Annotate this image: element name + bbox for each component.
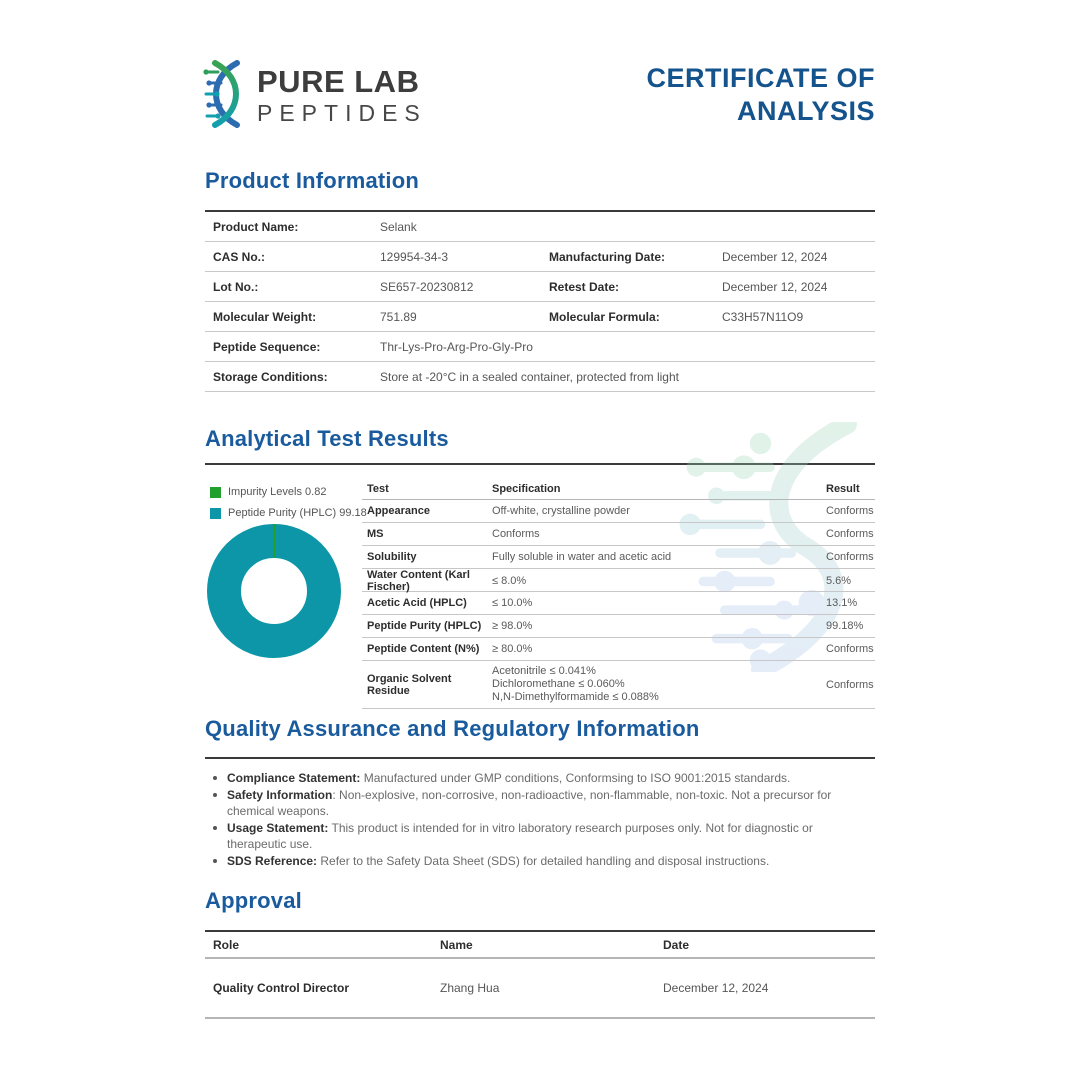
- section-divider: [205, 757, 875, 759]
- legend-swatch-impurity: [210, 487, 221, 498]
- field-label: Manufacturing Date:: [549, 249, 666, 264]
- brand-name: [257, 58, 427, 128]
- field-label: Peptide Sequence:: [213, 339, 321, 354]
- section-analytical-results: [205, 426, 875, 711]
- legend-swatch-purity: [210, 508, 221, 519]
- table-row: [205, 302, 875, 332]
- table-row: [205, 362, 875, 392]
- approval-heading: Approval: [205, 888, 302, 913]
- field-label: Lot No.:: [213, 279, 259, 294]
- field-label: Molecular Weight:: [213, 309, 317, 324]
- approver-role: Quality Control Director: [213, 981, 350, 995]
- product-information-heading: Product Information: [205, 168, 420, 193]
- section-approval: [205, 888, 875, 1068]
- multiline-spec: Acetonitrile ≤ 0.041% Dichloromethane ≤ 0.060% N,N-Dimethylformamide ≤ 0.088%: [492, 665, 659, 703]
- table-row: [205, 332, 875, 362]
- table-row: [205, 212, 875, 242]
- brand-logo: [203, 58, 427, 128]
- field-label: Storage Conditions:: [213, 369, 328, 384]
- list-item: Compliance Statement: Manufactured under GMP conditions, Conformsing to ISO 9001:2015 standards.: [211, 770, 873, 787]
- column-header-role: Role: [213, 937, 240, 952]
- field-label: Molecular Formula:: [549, 309, 660, 324]
- column-header-specification: Specification: [492, 482, 561, 495]
- column-header-date: Date: [663, 937, 690, 952]
- table-row: Peptide Content (N%) ≥ 80.0% Conforms: [362, 638, 875, 661]
- field-value: December 12, 2024: [722, 279, 828, 294]
- table-row: [205, 959, 875, 1019]
- field-value: SE657-20230812: [380, 279, 474, 294]
- product-information-table: [205, 210, 875, 392]
- field-label: Retest Date:: [549, 279, 620, 294]
- table-row: MS Conforms Conforms: [362, 523, 875, 546]
- field-value: Selank: [380, 219, 417, 234]
- section-product-information: [205, 168, 875, 408]
- field-value: December 12, 2024: [722, 249, 828, 264]
- purity-donut-chart: [205, 522, 343, 660]
- table-row: Solubility Fully soluble in water and acetic acid Conforms: [362, 546, 875, 569]
- brand-name-line2: PEPTIDES: [257, 100, 427, 126]
- column-header-test: Test: [367, 482, 389, 495]
- table-row: Water Content (Karl Fischer) ≤ 8.0% 5.6%: [362, 569, 875, 592]
- table-row: Acetic Acid (HPLC) ≤ 10.0% 13.1%: [362, 592, 875, 615]
- table-header-row: [362, 478, 875, 500]
- table-row: Organic Solvent Residue Acetonitrile ≤ 0.041% Dichloromethane ≤ 0.060% N,N-Dimethylformamide ≤ 0.088% Conforms: [362, 661, 875, 709]
- list-item: SDS Reference: Refer to the Safety Data Sheet (SDS) for detailed handling and disposal instructions.: [211, 853, 873, 870]
- legend-label: Impurity Levels 0.82: [228, 486, 327, 498]
- legend-item: [210, 486, 367, 498]
- legend-item: [210, 507, 367, 519]
- analytical-results-heading: Analytical Test Results: [205, 426, 449, 451]
- brand-name-line1: PURE LAB: [257, 64, 420, 99]
- field-value: 751.89: [380, 309, 417, 324]
- analytical-results-table: [362, 478, 875, 709]
- qa-bullet-list: [211, 770, 873, 869]
- document-title-line1: CERTIFICATE OF: [646, 63, 875, 93]
- approval-date: December 12, 2024: [663, 981, 769, 995]
- table-row: [205, 242, 875, 272]
- field-value: C33H57N11O9: [722, 309, 804, 324]
- field-value: Thr-Lys-Pro-Arg-Pro-Gly-Pro: [380, 339, 533, 354]
- document-title: [647, 62, 875, 128]
- dna-helix-icon: [203, 60, 249, 128]
- column-header-result: Result: [826, 482, 860, 495]
- field-label: Product Name:: [213, 219, 299, 234]
- approval-table: [205, 930, 875, 1019]
- document-title-line2: ANALYSIS: [736, 96, 875, 126]
- table-row: Appearance Off-white, crystalline powder Conforms: [362, 500, 875, 523]
- table-row: Peptide Purity (HPLC) ≥ 98.0% 99.18%: [362, 615, 875, 638]
- column-header-name: Name: [440, 937, 473, 952]
- approver-name: Zhang Hua: [440, 981, 500, 995]
- table-row: [205, 272, 875, 302]
- field-label: CAS No.:: [213, 249, 265, 264]
- list-item: Safety Information: Non-explosive, non-corrosive, non-radioactive, non-flammable, non-toxic. Not a precursor for chemical weapons.: [211, 787, 873, 820]
- header: [203, 58, 875, 138]
- table-header-row: [205, 932, 875, 959]
- section-quality-assurance: [205, 716, 875, 876]
- field-value: Store at -20°C in a sealed container, protected from light: [380, 369, 679, 384]
- field-value: 129954-34-3: [380, 249, 449, 264]
- quality-assurance-heading: Quality Assurance and Regulatory Information: [205, 716, 700, 741]
- legend-label: Peptide Purity (HPLC) 99.18: [228, 507, 367, 519]
- list-item: Usage Statement: This product is intended for in vitro laboratory research purposes only. Not for diagnostic or therapeutic use.: [211, 820, 873, 853]
